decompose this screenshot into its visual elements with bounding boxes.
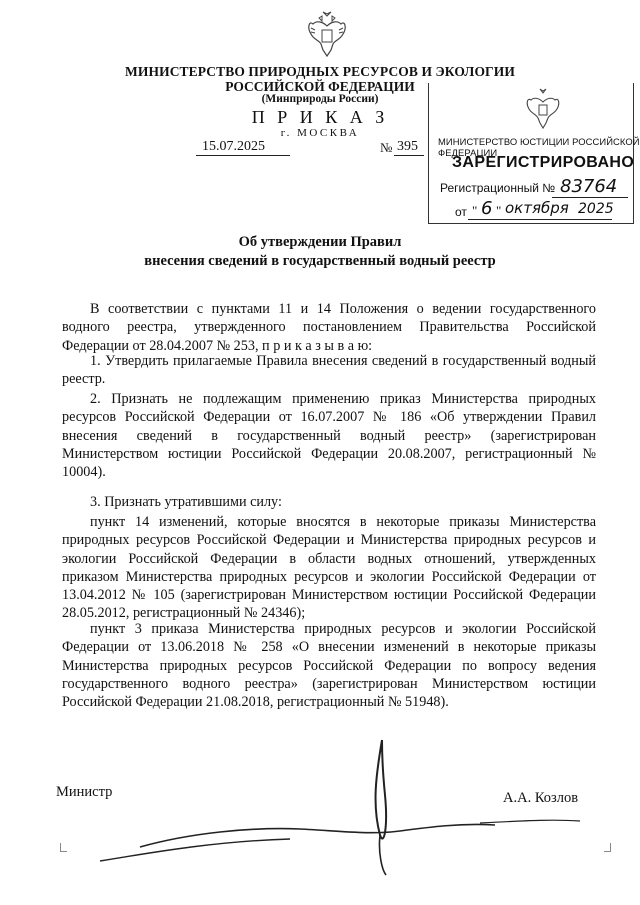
- coat-of-arms-emblem-icon: [305, 10, 349, 58]
- stamp-quote-open: ": [472, 203, 478, 218]
- ministry-short-name: (Минприроды России): [261, 93, 379, 105]
- stamp-regnum-underline: [552, 197, 628, 198]
- paragraph-text: 3. Признать утратившими силу:: [90, 494, 282, 510]
- corner-mark-right: [604, 843, 611, 852]
- document-date: 15.07.2025: [202, 139, 265, 154]
- number-underline: [394, 155, 424, 156]
- ministry-name-line2: РОССИЙСКОЙ ФЕДЕРАЦИИ: [225, 79, 415, 94]
- document-number: 395: [397, 139, 418, 154]
- paragraph-item-3: [62, 493, 596, 511]
- paragraph-text: пункт 3 приказа Министерства природных ресурсов и экологии Российской Федерации от 13.06.2018 № 258 «О внесении изменений в некоторые приказы Министерства природных ресурсов Российской Федерации по вопросу ведения государственного водного реестра» (зарегистрирован Министерством юстиции Российской Федерации 21.08.2018, регистрационный № 51948).: [62, 621, 596, 711]
- paragraph-item-1: [62, 352, 596, 389]
- stamp-registered-label: ЗАРЕГИСТРИРОВАНО: [452, 154, 635, 171]
- stamp-year: 2025: [578, 201, 614, 217]
- stamp-emblem-icon: [524, 88, 562, 130]
- paragraph-text: 1. Утвердить прилагаемые Правила внесения сведений в государственный водный реестр.: [62, 353, 596, 388]
- paragraph-text: 2. Признать не подлежащим применению приказ Министерства природных ресурсов Российской Федерации от 16.07.2007 № 186 «Об утверждении Правил внесения сведений в государственный водный реестр» (зарегистрирован Министерством юстиции Российской Федерации 20.08.2007, регистрационный № 10004).: [62, 391, 596, 481]
- stamp-date-prefix: от: [455, 205, 467, 219]
- signatory-name: А.А. Козлов: [503, 790, 579, 806]
- paragraph-item-2: [62, 390, 596, 481]
- paragraph-subitem-2: [62, 620, 596, 711]
- document-type: П Р И К А З: [251, 107, 389, 127]
- corner-mark-left: [60, 843, 67, 852]
- document-title-line1: Об утверждении Правил: [238, 234, 402, 250]
- document-title-line2: внесения сведений в государственный водный реестр: [144, 253, 496, 269]
- paragraph-preamble: [62, 300, 596, 355]
- stamp-month: октября: [505, 199, 569, 217]
- ministry-name-line1: МИНИСТЕРСТВО ПРИРОДНЫХ РЕСУРСОВ И ЭКОЛОГИИ: [125, 64, 515, 79]
- handwritten-signature: [100, 735, 640, 880]
- signatory-position: Министр: [56, 784, 113, 800]
- stamp-day: 6: [481, 198, 493, 219]
- stamp-date-underline: [468, 219, 612, 220]
- stamp-registration-number: 83764: [560, 176, 618, 197]
- stamp-ministry-name: МИНИСТЕРСТВО ЮСТИЦИИ РОССИЙСКОЙ ФЕДЕРАЦИИ: [438, 136, 640, 158]
- stamp-quote-close: ": [496, 203, 502, 218]
- document-city: г. МОСКВА: [280, 127, 360, 139]
- stamp-registration-label: Регистрационный №: [440, 181, 556, 195]
- paragraph-text: пункт 14 изменений, которые вносятся в некоторые приказы Министерства природных ресурсов Российской Федерации и Министерства природных ресурсов и экологии Российской Федерации в области водных отношений, утвержденных приказом Министерства природных ресурсов и экологии Российской Федерации от 13.04.2012 № 105 (зарегистрирован Министерством юстиции Российской Федерации 28.05.2012, регистрационный № 24346);: [62, 514, 596, 622]
- date-underline: [196, 155, 290, 156]
- paragraph-subitem-1: [62, 513, 596, 623]
- document-number-label: №: [380, 140, 393, 155]
- paragraph-text: В соответствии с пунктами 11 и 14 Положения о ведении государственного водного реестра, утвержденного постановлением Правительства Российской Федерации от 28.04.2007 № 253, п р и к а з ы в а ю:: [62, 301, 596, 354]
